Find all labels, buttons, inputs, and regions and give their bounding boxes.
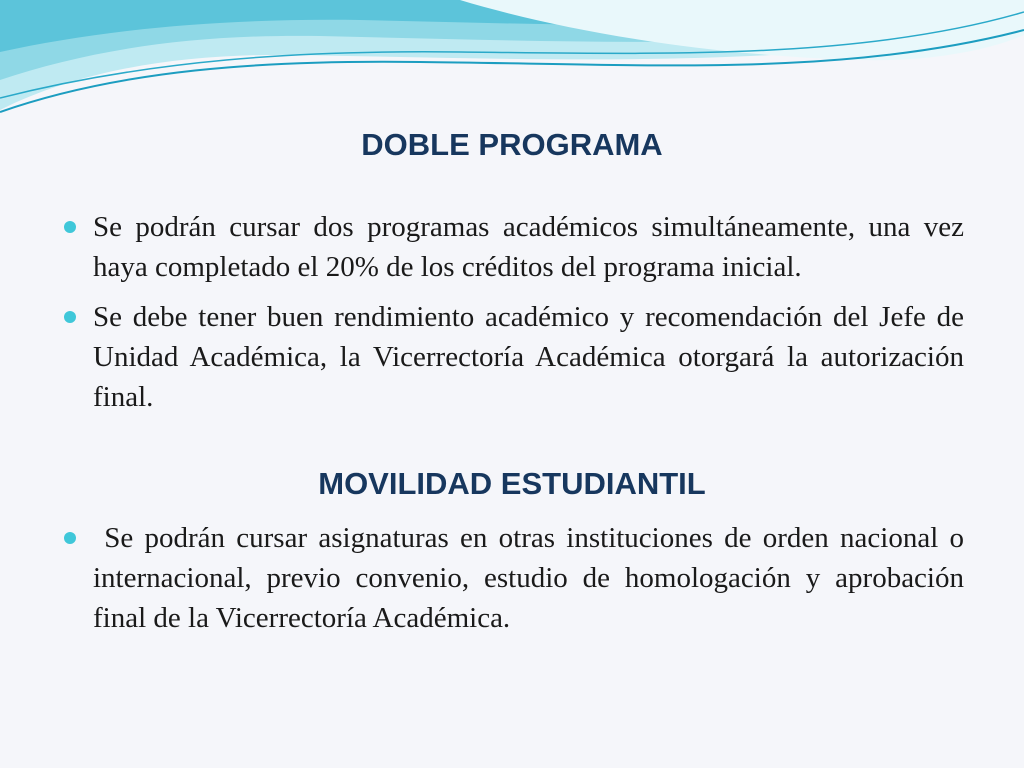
section-title-movilidad-estudiantil: MOVILIDAD ESTUDIANTIL [318, 466, 706, 501]
list-item [62, 518, 972, 638]
bullet-icon [64, 221, 76, 233]
bullet-icon [64, 311, 76, 323]
section-title-doble-programa: DOBLE PROGRAMA [361, 127, 663, 162]
bullet-list-doble-programa [62, 207, 964, 427]
bullet-text: Se podrán cursar dos programas académicos simultáneamente, una vez haya completado el 20% de los créditos del programa inicial. [93, 211, 964, 283]
list-item [62, 297, 964, 417]
bullet-text: Se podrán cursar asignaturas en otras instituciones de orden nacional o internacional, previo convenio, estudio de homologación y aprobación final de la Vicerrectoría Académica. [93, 522, 972, 634]
header-wave-decoration [0, 0, 1024, 120]
bullet-list-movilidad [62, 518, 972, 648]
bullet-icon [64, 532, 76, 544]
list-item [62, 207, 964, 287]
bullet-text: Se debe tener buen rendimiento académico y recomendación del Jefe de Unidad Académica, la Vicerrectoría Académica otorgará la autorización final. [93, 301, 964, 413]
